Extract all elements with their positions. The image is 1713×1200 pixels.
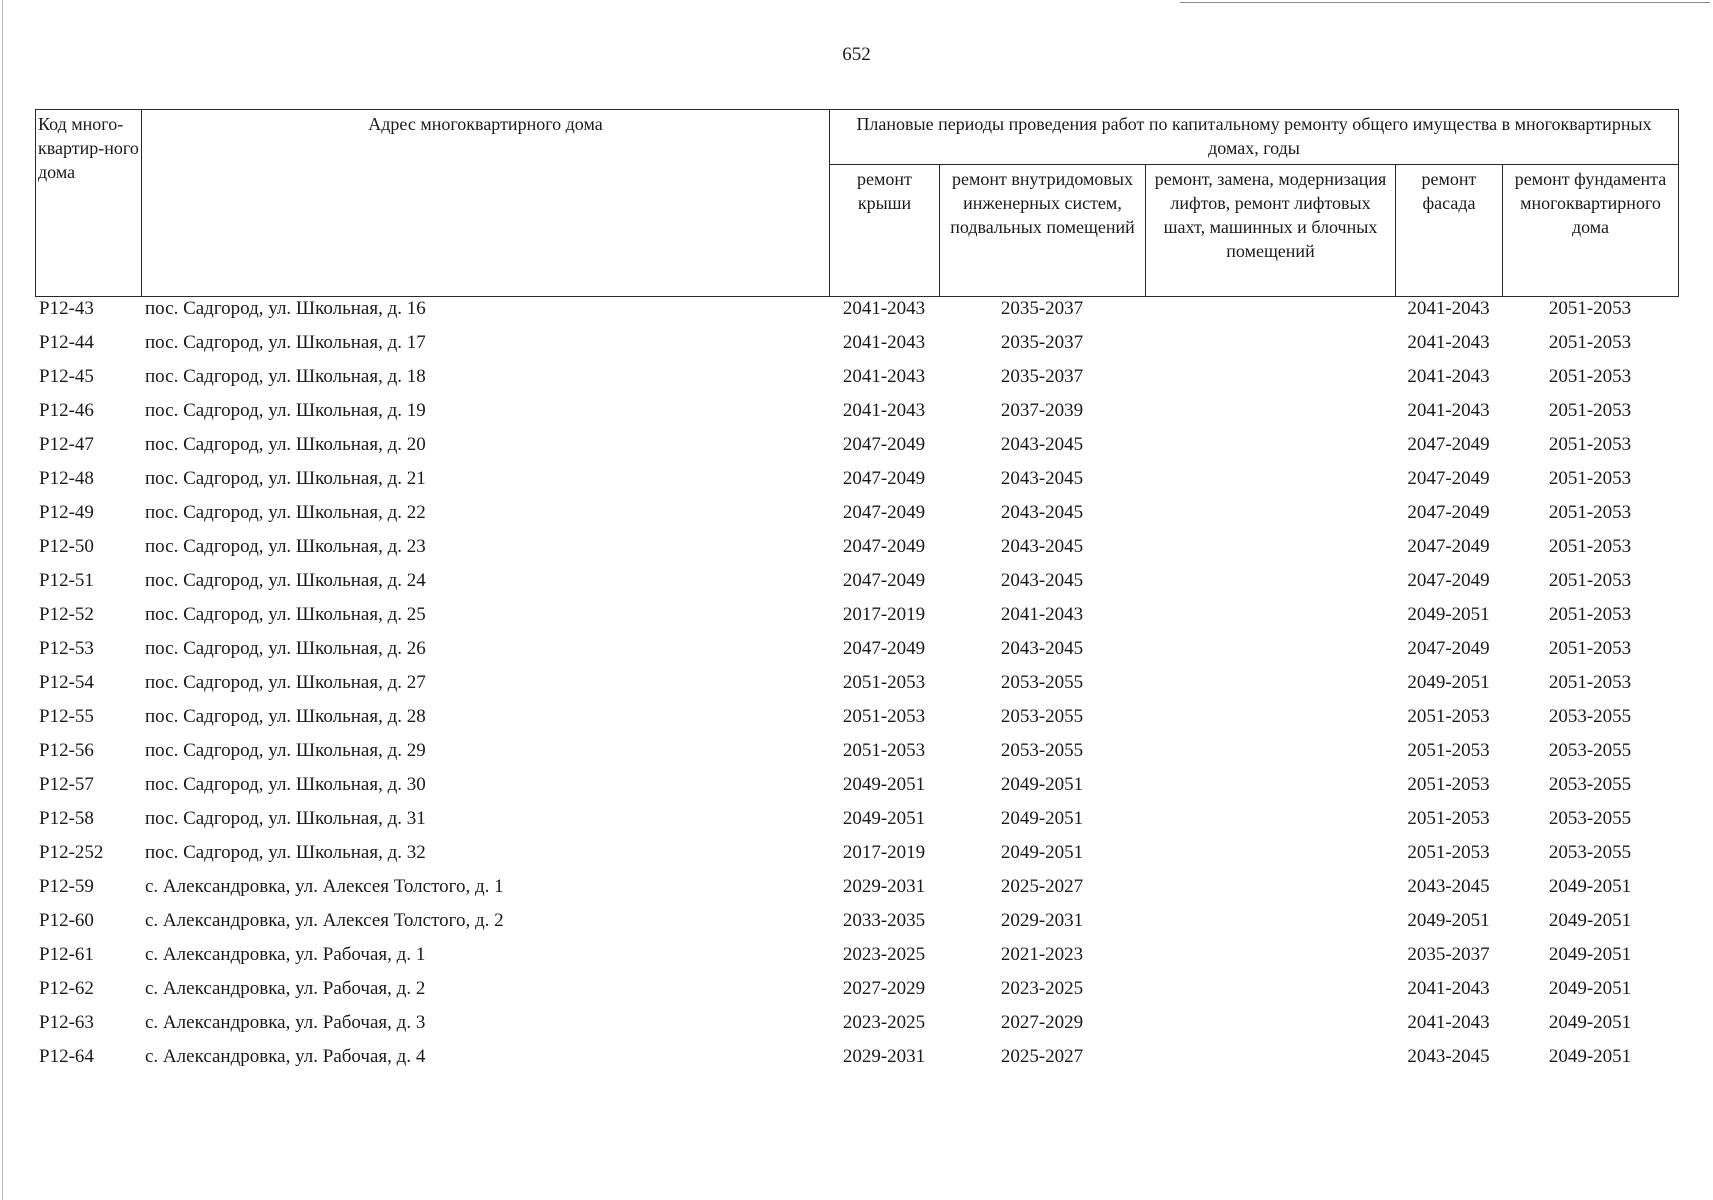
row-foundation-period: 2053-2055 [1548,808,1632,829]
row-address: с. Александровка, ул. Алексея Толстого, д. 1 [145,876,504,897]
table-row [35,972,1678,1006]
row-systems-period: 2053-2055 [1000,740,1084,761]
row-facade-period: 2047-2049 [1407,570,1490,591]
row-elevators-period [1145,326,1395,360]
header-elevators: ремонт, замена, модернизация лифтов, ремонт лифтовых шахт, машинных и блочных помещений [1146,165,1396,297]
row-roof-period: 2029-2031 [842,876,926,897]
row-roof-period: 2033-2035 [842,910,926,931]
table-row [35,802,1678,836]
row-address: пос. Садгород, ул. Школьная, д. 22 [145,502,426,523]
row-foundation-period: 2051-2053 [1548,468,1632,489]
row-foundation-period: 2049-2051 [1548,910,1632,931]
row-elevators-period [1145,734,1395,768]
row-foundation-period: 2049-2051 [1548,1012,1632,1033]
row-roof-period: 2023-2025 [842,944,926,965]
header-roof: ремонт крыши [830,165,940,297]
row-roof-period: 2049-2051 [842,774,926,795]
row-systems-period: 2027-2029 [1000,1012,1084,1033]
row-roof-period: 2041-2043 [842,332,926,353]
row-code: P12-54 [39,672,94,693]
table-row [35,598,1678,632]
row-roof-period: 2047-2049 [842,434,926,455]
row-facade-period: 2043-2045 [1407,876,1490,897]
row-foundation-period: 2049-2051 [1548,944,1632,965]
row-roof-period: 2017-2019 [842,842,926,863]
row-elevators-period [1145,462,1395,496]
row-roof-period: 2041-2043 [842,400,926,421]
table-row [35,734,1678,768]
row-code: P12-45 [39,366,94,387]
table-row [35,496,1678,530]
row-address: пос. Садгород, ул. Школьная, д. 26 [145,638,426,659]
row-systems-period: 2043-2045 [1000,468,1084,489]
row-foundation-period: 2051-2053 [1548,604,1632,625]
row-elevators-period [1145,700,1395,734]
table-row [35,904,1678,938]
row-code: P12-44 [39,332,94,353]
row-code: P12-60 [39,910,94,931]
row-foundation-period: 2051-2053 [1548,502,1632,523]
row-code: P12-46 [39,400,94,421]
row-foundation-period: 2053-2055 [1548,774,1632,795]
row-systems-period: 2029-2031 [1000,910,1084,931]
row-systems-period: 2053-2055 [1000,672,1084,693]
row-systems-period: 2035-2037 [1000,366,1084,387]
row-elevators-period [1145,564,1395,598]
row-facade-period: 2041-2043 [1407,298,1490,319]
row-foundation-period: 2049-2051 [1548,978,1632,999]
left-rule [2,0,3,1200]
row-facade-period: 2041-2043 [1407,1012,1490,1033]
row-elevators-period [1145,598,1395,632]
table-row [35,836,1678,870]
row-facade-period: 2047-2049 [1407,434,1490,455]
row-roof-period: 2047-2049 [842,468,926,489]
row-systems-period: 2049-2051 [1000,842,1084,863]
row-elevators-period [1145,292,1395,326]
row-elevators-period [1145,530,1395,564]
row-roof-period: 2027-2029 [842,978,926,999]
table-row [35,1006,1678,1040]
row-facade-period: 2049-2051 [1407,910,1490,931]
row-elevators-period [1145,904,1395,938]
table-row [35,1040,1678,1074]
row-code: P12-61 [39,944,94,965]
row-roof-period: 2023-2025 [842,1012,926,1033]
row-systems-period: 2025-2027 [1000,876,1084,897]
row-elevators-period [1145,870,1395,904]
row-facade-period: 2047-2049 [1407,502,1490,523]
row-systems-period: 2043-2045 [1000,502,1084,523]
row-code: P12-43 [39,298,94,319]
row-systems-period: 2053-2055 [1000,706,1084,727]
row-roof-period: 2029-2031 [842,1046,926,1067]
row-elevators-period [1145,1040,1395,1074]
table-header [35,109,1679,297]
row-systems-period: 2035-2037 [1000,298,1084,319]
row-systems-period: 2021-2023 [1000,944,1084,965]
row-facade-period: 2051-2053 [1407,740,1490,761]
row-roof-period: 2047-2049 [842,536,926,557]
row-address: пос. Садгород, ул. Школьная, д. 30 [145,774,426,795]
row-address: пос. Садгород, ул. Школьная, д. 27 [145,672,426,693]
row-roof-period: 2051-2053 [842,672,926,693]
row-code: P12-57 [39,774,94,795]
page-number: 652 [842,44,871,65]
row-systems-period: 2043-2045 [1000,570,1084,591]
row-roof-period: 2051-2053 [842,740,926,761]
table-row [35,700,1678,734]
table-row [35,360,1678,394]
row-foundation-period: 2049-2051 [1548,1046,1632,1067]
row-roof-period: 2049-2051 [842,808,926,829]
row-code: P12-58 [39,808,94,829]
table-row [35,870,1678,904]
row-foundation-period: 2051-2053 [1548,638,1632,659]
row-facade-period: 2035-2037 [1407,944,1490,965]
row-address: пос. Садгород, ул. Школьная, д. 18 [145,366,426,387]
row-roof-period: 2047-2049 [842,570,926,591]
header-foundation: ремонт фундамента многоквартирного дома [1503,165,1679,297]
row-facade-period: 2041-2043 [1407,978,1490,999]
row-roof-period: 2041-2043 [842,366,926,387]
row-elevators-period [1145,666,1395,700]
row-elevators-period [1145,496,1395,530]
row-foundation-period: 2051-2053 [1548,400,1632,421]
row-facade-period: 2041-2043 [1407,400,1490,421]
row-code: P12-55 [39,706,94,727]
row-address: пос. Садгород, ул. Школьная, д. 32 [145,842,426,863]
row-address: пос. Садгород, ул. Школьная, д. 16 [145,298,426,319]
row-systems-period: 2043-2045 [1000,434,1084,455]
top-rule [1180,2,1710,3]
row-facade-period: 2041-2043 [1407,366,1490,387]
row-facade-period: 2047-2049 [1407,638,1490,659]
row-facade-period: 2049-2051 [1407,672,1490,693]
table-body [35,292,1678,1074]
row-foundation-period: 2051-2053 [1548,366,1632,387]
row-address: с. Александровка, ул. Рабочая, д. 1 [145,944,426,965]
row-systems-period: 2043-2045 [1000,536,1084,557]
row-address: пос. Садгород, ул. Школьная, д. 28 [145,706,426,727]
row-roof-period: 2051-2053 [842,706,926,727]
row-code: P12-56 [39,740,94,761]
row-facade-period: 2041-2043 [1407,332,1490,353]
row-elevators-period [1145,768,1395,802]
row-address: пос. Садгород, ул. Школьная, д. 20 [145,434,426,455]
row-roof-period: 2041-2043 [842,298,926,319]
row-address: пос. Садгород, ул. Школьная, д. 31 [145,808,426,829]
table-row [35,462,1678,496]
row-address: пос. Садгород, ул. Школьная, д. 24 [145,570,426,591]
row-address: с. Александровка, ул. Рабочая, д. 2 [145,978,426,999]
row-facade-period: 2051-2053 [1407,808,1490,829]
table-row [35,768,1678,802]
header-address: Адрес многоквартирного дома [142,110,830,297]
header-code: Код много-квартир-ного дома [36,110,142,297]
row-systems-period: 2049-2051 [1000,808,1084,829]
row-elevators-period [1145,394,1395,428]
row-systems-period: 2049-2051 [1000,774,1084,795]
row-address: пос. Садгород, ул. Школьная, д. 23 [145,536,426,557]
row-facade-period: 2051-2053 [1407,842,1490,863]
row-code: P12-47 [39,434,94,455]
row-code: P12-50 [39,536,94,557]
row-systems-period: 2043-2045 [1000,638,1084,659]
row-foundation-period: 2051-2053 [1548,332,1632,353]
row-elevators-period [1145,428,1395,462]
row-code: P12-53 [39,638,94,659]
row-foundation-period: 2049-2051 [1548,876,1632,897]
row-address: пос. Садгород, ул. Школьная, д. 17 [145,332,426,353]
row-code: P12-48 [39,468,94,489]
table-row [35,632,1678,666]
row-facade-period: 2043-2045 [1407,1046,1490,1067]
row-code: P12-252 [39,842,104,863]
row-foundation-period: 2051-2053 [1548,298,1632,319]
row-address: пос. Садгород, ул. Школьная, д. 19 [145,400,426,421]
row-roof-period: 2047-2049 [842,502,926,523]
row-systems-period: 2035-2037 [1000,332,1084,353]
table-row [35,564,1678,598]
table-row [35,530,1678,564]
table-row [35,326,1678,360]
row-code: P12-63 [39,1012,94,1033]
table-row [35,938,1678,972]
row-systems-period: 2037-2039 [1000,400,1084,421]
row-code: P12-51 [39,570,94,591]
row-roof-period: 2017-2019 [842,604,926,625]
row-elevators-period [1145,972,1395,1006]
row-systems-period: 2025-2027 [1000,1046,1084,1067]
row-code: P12-52 [39,604,94,625]
row-elevators-period [1145,802,1395,836]
row-address: с. Александровка, ул. Алексея Толстого, д. 2 [145,910,504,931]
row-foundation-period: 2051-2053 [1548,570,1632,591]
row-foundation-period: 2053-2055 [1548,740,1632,761]
row-facade-period: 2051-2053 [1407,774,1490,795]
row-foundation-period: 2053-2055 [1548,706,1632,727]
row-foundation-period: 2053-2055 [1548,842,1632,863]
row-code: P12-62 [39,978,94,999]
row-foundation-period: 2051-2053 [1548,536,1632,557]
header-facade: ремонт фасада [1396,165,1503,297]
row-address: пос. Садгород, ул. Школьная, д. 29 [145,740,426,761]
row-roof-period: 2047-2049 [842,638,926,659]
row-foundation-period: 2051-2053 [1548,434,1632,455]
row-address: пос. Садгород, ул. Школьная, д. 25 [145,604,426,625]
table-row [35,292,1678,326]
row-systems-period: 2023-2025 [1000,978,1084,999]
table-row [35,666,1678,700]
header-systems: ремонт внутридомовых инженерных систем, подвальных помещений [940,165,1146,297]
row-elevators-period [1145,836,1395,870]
row-address: пос. Садгород, ул. Школьная, д. 21 [145,468,426,489]
table-row [35,394,1678,428]
row-foundation-period: 2051-2053 [1548,672,1632,693]
header-periods-group: Плановые периоды проведения работ по капитальному ремонту общего имущества в многоквартирных домах, годы [830,110,1679,165]
row-elevators-period [1145,938,1395,972]
row-facade-period: 2051-2053 [1407,706,1490,727]
row-elevators-period [1145,1006,1395,1040]
row-address: с. Александровка, ул. Рабочая, д. 4 [145,1046,426,1067]
row-code: P12-49 [39,502,94,523]
table-row [35,428,1678,462]
row-code: P12-59 [39,876,94,897]
row-elevators-period [1145,632,1395,666]
row-facade-period: 2049-2051 [1407,604,1490,625]
rows-container [35,292,1678,1074]
row-elevators-period [1145,360,1395,394]
row-address: с. Александровка, ул. Рабочая, д. 3 [145,1012,426,1033]
row-code: P12-64 [39,1046,94,1067]
row-facade-period: 2047-2049 [1407,468,1490,489]
row-facade-period: 2047-2049 [1407,536,1490,557]
row-systems-period: 2041-2043 [1000,604,1084,625]
